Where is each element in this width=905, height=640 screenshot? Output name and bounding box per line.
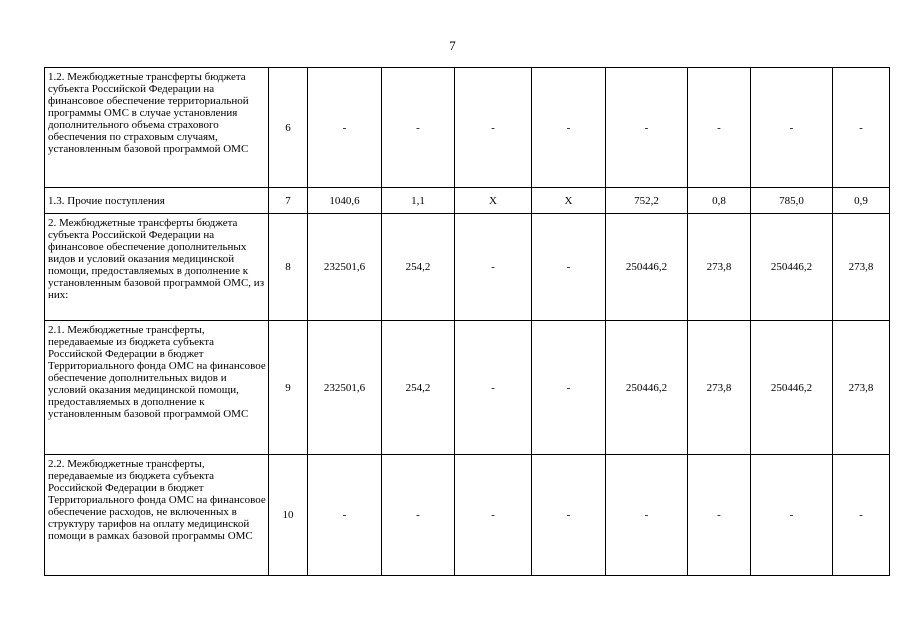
table-row <box>45 68 890 188</box>
table-row <box>45 321 890 455</box>
table-cell: 0,8 <box>688 188 751 214</box>
row-code: 8 <box>269 214 308 321</box>
row-description: 1.3. Прочие поступления <box>45 188 269 214</box>
table-cell: 232501,6 <box>308 321 382 455</box>
table-cell: - <box>606 455 688 576</box>
table-cell: 250446,2 <box>606 214 688 321</box>
table-cell: 232501,6 <box>308 214 382 321</box>
table-cell: - <box>532 214 606 321</box>
table-cell: X <box>455 188 532 214</box>
table-cell: - <box>455 321 532 455</box>
row-description: 1.2. Межбюджетные трансферты бюджета субъекта Российской Федерации на финансовое обеспечение территориальной программы ОМС в случае установления дополнительного объема страхового обеспечения по страховым случаям, установленным базовой программой ОМС <box>45 68 269 188</box>
row-code: 7 <box>269 188 308 214</box>
table-cell: 273,8 <box>833 321 890 455</box>
row-description: 2.2. Межбюджетные трансферты, передаваемые из бюджета субъекта Российской Федерации в бюджет Территориального фонда ОМС на финансовое обеспечение расходов, не включенных в структуру тарифов на оплату медицинской помощи в рамках базовой программы ОМС <box>45 455 269 576</box>
table-cell: - <box>532 321 606 455</box>
table-cell: - <box>382 68 455 188</box>
table-cell: - <box>606 68 688 188</box>
table-row <box>45 214 890 321</box>
page-number: 7 <box>449 38 456 53</box>
table-cell: - <box>532 455 606 576</box>
table-cell: - <box>751 68 833 188</box>
row-description: 2. Межбюджетные трансферты бюджета субъекта Российской Федерации на финансовое обеспечение дополнительных видов и условий оказания медицинской помощи, предоставляемых в дополнение к установленным базовой программой ОМС, из них: <box>45 214 269 321</box>
table-cell: 250446,2 <box>751 321 833 455</box>
table-cell: 785,0 <box>751 188 833 214</box>
row-code: 9 <box>269 321 308 455</box>
table-cell: 250446,2 <box>606 321 688 455</box>
table-row <box>45 188 890 214</box>
table-cell: - <box>382 455 455 576</box>
table-cell: - <box>455 68 532 188</box>
table-cell: 273,8 <box>688 214 751 321</box>
table-cell: 1,1 <box>382 188 455 214</box>
table-cell: - <box>532 68 606 188</box>
table-cell: - <box>688 455 751 576</box>
table-cell: - <box>751 455 833 576</box>
table-cell: 752,2 <box>606 188 688 214</box>
table-row <box>45 455 890 576</box>
table-cell: 254,2 <box>382 214 455 321</box>
table-cell: - <box>308 68 382 188</box>
table-cell: 273,8 <box>833 214 890 321</box>
table-cell: 250446,2 <box>751 214 833 321</box>
table-cell: - <box>833 455 890 576</box>
table-cell: X <box>532 188 606 214</box>
table-cell: 0,9 <box>833 188 890 214</box>
table-cell: - <box>688 68 751 188</box>
table-cell: - <box>455 455 532 576</box>
table-cell: 254,2 <box>382 321 455 455</box>
table-cell: 273,8 <box>688 321 751 455</box>
table-cell: 1040,6 <box>308 188 382 214</box>
row-description: 2.1. Межбюджетные трансферты, передаваемые из бюджета субъекта Российской Федерации в бюджет Территориального фонда ОМС на финансовое обеспечение дополнительных видов и условий оказания медицинской помощи, предоставляемых в дополнение к установленным базовой программой ОМС <box>45 321 269 455</box>
table-cell: - <box>308 455 382 576</box>
table-cell: - <box>455 214 532 321</box>
row-code: 6 <box>269 68 308 188</box>
financing-table <box>44 67 890 576</box>
table-cell: - <box>833 68 890 188</box>
row-code: 10 <box>269 455 308 576</box>
